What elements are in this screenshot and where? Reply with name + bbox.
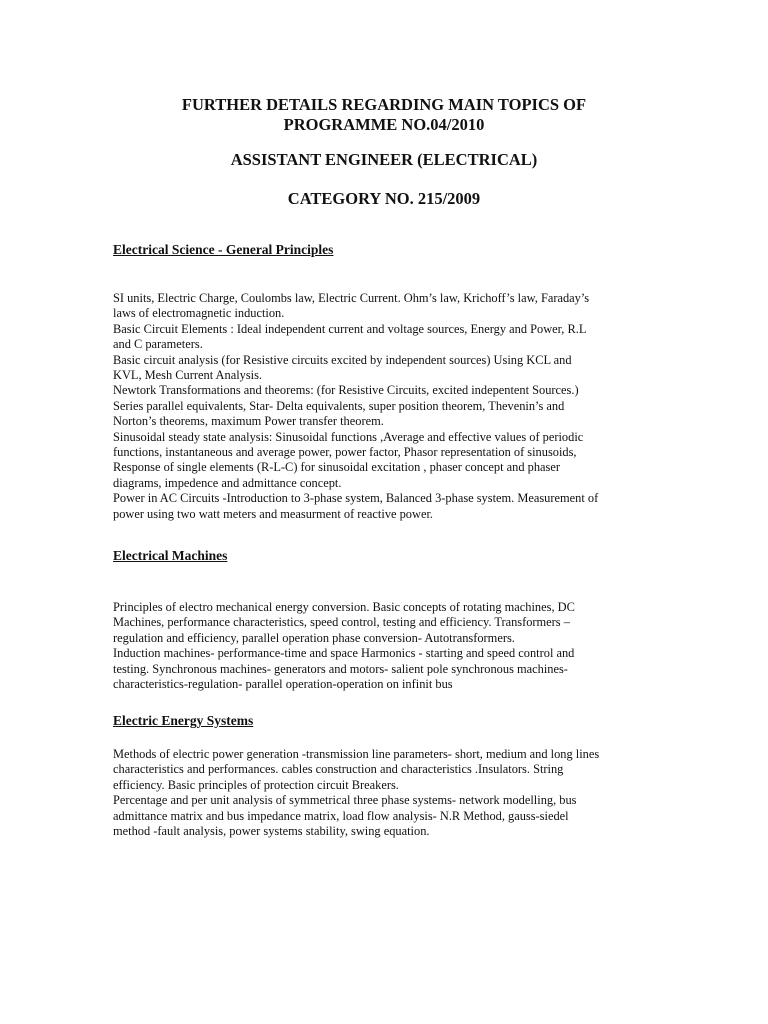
- text-line: Induction machines- performance-time and space Harmonics - starting and speed control and: [113, 646, 575, 661]
- title-line-1: FURTHER DETAILS REGARDING MAIN TOPICS OF: [181, 95, 587, 114]
- text-line: characteristics-regulation- parallel operation-operation on infinit bus: [113, 677, 453, 692]
- text-line: Norton’s theorems, maximum Power transfer theorem.: [113, 414, 384, 429]
- text-line: Response of single elements (R-L-C) for sinusoidal excitation , phaser concept and phaser: [113, 460, 560, 475]
- text-line: method -fault analysis, power systems stability, swing equation.: [113, 824, 430, 839]
- text-line: Machines, performance characteristics, speed control, testing and efficiency. Transformers –: [113, 615, 570, 630]
- text-line: KVL, Mesh Current Analysis.: [113, 368, 263, 383]
- title-line-2: PROGRAMME NO.04/2010: [283, 115, 485, 134]
- text-line: Basic Circuit Elements : Ideal independent current and voltage sources, Energy and Power, R.L: [113, 321, 587, 336]
- text-line: functions, instantaneous and average power, power factor, Phasor representation of sinusoids,: [113, 445, 577, 460]
- text-line: Power in AC Circuits -Introduction to 3-phase system, Balanced 3-phase system. Measurement of: [113, 491, 599, 506]
- text-line: laws of electromagnetic induction.: [113, 306, 285, 321]
- text-line: admittance matrix and bus impedance matrix, load flow analysis- N.R Method, gauss-siedel: [113, 808, 569, 823]
- text-line: diagrams, impedence and admittance concept.: [113, 475, 342, 490]
- text-line: efficiency. Basic principles of protection circuit Breakers.: [113, 777, 399, 792]
- text-line: Newtork Transformations and theorems: (for Resistive Circuits, excited indepentent Sources.): [113, 383, 579, 398]
- section-body-electrical-machines: [113, 600, 673, 692]
- text-line: testing. Synchronous machines- generators and motors- salient pole synchronous machines-: [113, 661, 568, 676]
- text-line: Series parallel equivalents, Star- Delta equivalents, super position theorem, Thevenin’s and: [113, 398, 565, 413]
- text-line: Principles of electro mechanical energy conversion. Basic concepts of rotating machines, DC: [113, 600, 575, 614]
- section-body-energy-systems: [113, 747, 673, 839]
- text-line: Percentage and per unit analysis of symmetrical three phase systems- network modelling, bus: [113, 793, 577, 808]
- text-line: SI units, Electric Charge, Coulombs law, Electric Current. Ohm’s law, Krichoff’s law, Faraday’s: [113, 291, 590, 305]
- text-line: and C parameters.: [113, 337, 203, 352]
- text-line: power using two watt meters and measurment of reactive power.: [113, 506, 433, 521]
- text-line: Basic circuit analysis (for Resistive circuits excited by independent sources) Using KCL and: [113, 352, 572, 367]
- text-line: characteristics and performances. cables construction and characteristics .Insulators. String: [113, 762, 564, 777]
- section-heading-electrical-machines: Electrical Machines: [113, 548, 228, 563]
- text-line: regulation and efficiency, parallel operation phase conversion- Autotransformers.: [113, 630, 515, 645]
- section-heading-energy-systems: Electric Energy Systems: [113, 713, 254, 728]
- post-title: ASSISTANT ENGINEER (ELECTRICAL): [230, 150, 538, 169]
- text-line: Sinusoidal steady state analysis: Sinusoidal functions ,Average and effective values of periodic: [113, 429, 584, 444]
- section-heading-general-principles: Electrical Science - General Principles: [113, 242, 334, 257]
- section-body-general-principles: [113, 291, 673, 522]
- category-number: CATEGORY NO. 215/2009: [287, 189, 481, 208]
- text-line: Methods of electric power generation -transmission line parameters- short, medium and long lines: [113, 747, 600, 761]
- document-title: [0, 95, 768, 135]
